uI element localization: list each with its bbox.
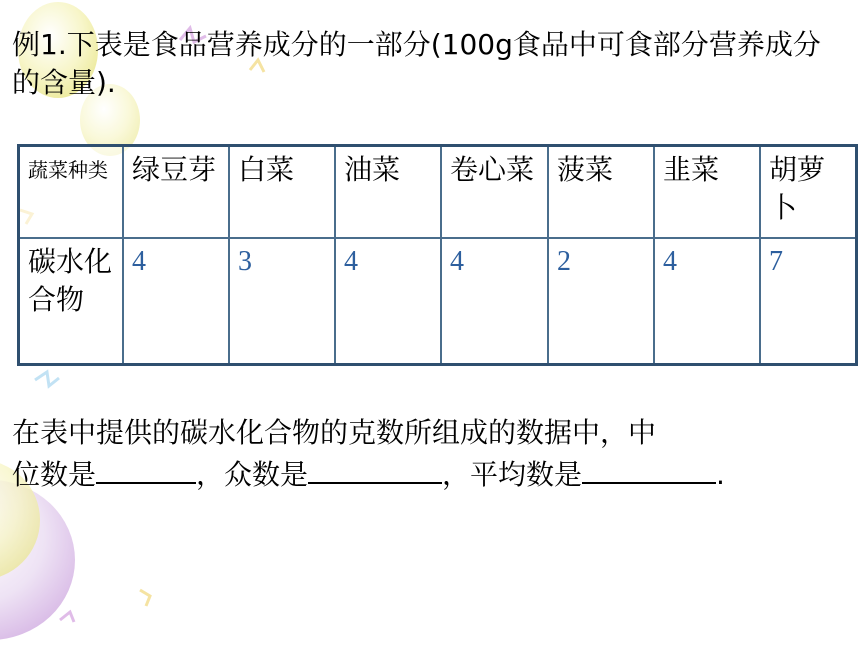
table-header-cell: 油菜 <box>335 146 441 239</box>
question-part-median: 位数是 <box>12 458 97 491</box>
problem-title: 例1.下表是食品营养成分的一部分(100g食品中可食部分营养成分的含量). <box>12 28 821 99</box>
table-header-row <box>19 146 857 239</box>
value-cell: 4 <box>123 238 229 365</box>
table-header-cell: 韭菜 <box>654 146 760 239</box>
table-header-cell: 绿豆芽 <box>123 146 229 239</box>
mean-blank <box>582 452 716 484</box>
streamer-icon <box>35 372 59 386</box>
question-line1: 在表中提供的碳水化合物的克数所组成的数据中，中 <box>12 416 657 449</box>
table-row <box>19 238 857 365</box>
question-part-mode: ，众数是 <box>196 458 309 491</box>
mode-blank <box>308 452 442 484</box>
value-cell: 3 <box>229 238 335 365</box>
question-end: . <box>716 458 725 491</box>
question-text <box>12 414 812 494</box>
table-header-cell: 蔬菜种类 <box>19 146 124 239</box>
row-label-cell: 碳水化合物 <box>19 238 124 365</box>
streamer-icon <box>140 590 150 606</box>
question-part-mean: ，平均数是 <box>442 458 583 491</box>
value-cell: 4 <box>654 238 760 365</box>
value-cell: 4 <box>335 238 441 365</box>
value-cell: 2 <box>548 238 654 365</box>
table-header-cell: 卷心菜 <box>441 146 548 239</box>
value-cell: 7 <box>760 238 857 365</box>
streamer-icon <box>60 612 74 622</box>
table-header-cell: 胡萝卜 <box>760 146 857 239</box>
table-header-cell: 白菜 <box>229 146 335 239</box>
nutrition-table <box>17 144 858 366</box>
median-blank <box>96 452 196 484</box>
value-cell: 4 <box>441 238 548 365</box>
table-header-cell: 菠菜 <box>548 146 654 239</box>
